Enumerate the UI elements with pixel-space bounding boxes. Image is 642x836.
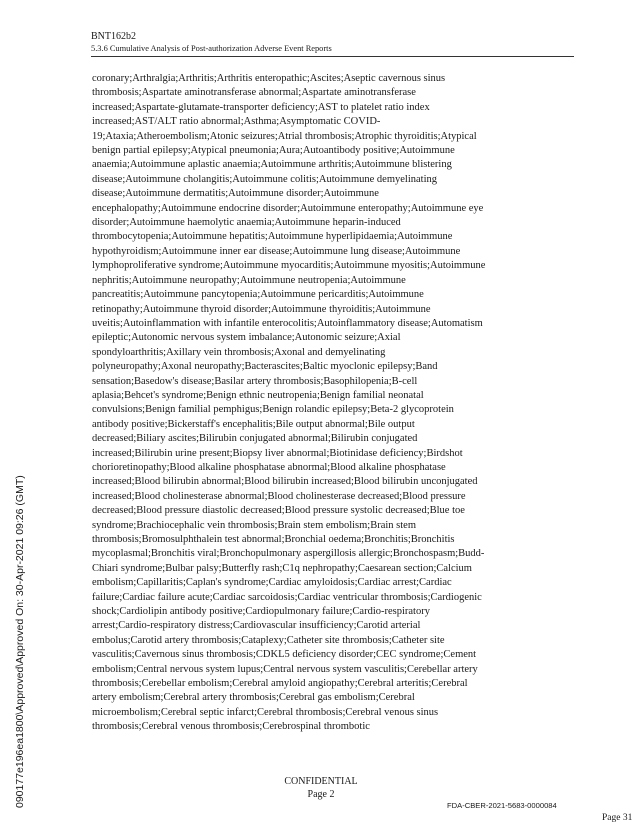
page-label: Page 2	[307, 789, 335, 800]
body-line: thrombosis;Bromosulphthalein test abnormal;Bronchial oedema;Bronchitis;Bronchitis	[92, 534, 455, 545]
body-line: hypothyroidism;Autoimmune inner ear disease;Autoimmune lung disease;Autoimmune	[92, 245, 461, 257]
body-line: Chiari syndrome;Bulbar palsy;Butterfly rash;C1q nephropathy;Caesarean section;Calcium	[92, 562, 472, 574]
body-line: aplasia;Behcet's syndrome;Benign ethnic neutropenia;Benign familial neonatal	[92, 389, 424, 401]
adverse-event-term-list	[92, 72, 575, 735]
body-line: epileptic;Autonomic nervous system imbalance;Autonomic seizure;Axial	[92, 332, 401, 344]
body-line: vasculitis;Cavernous sinus thrombosis;CDKL5 deficiency disorder;CEC syndrome;Cement	[92, 649, 477, 661]
body-line: thrombosis;Aspartate aminotransferase abnormal;Aspartate aminotransferase	[92, 87, 416, 99]
body-line: thrombosis;Cerebral venous thrombosis;Cerebrospinal thrombotic	[92, 721, 370, 733]
body-line: mycoplasmal;Bronchitis viral;Bronchopulmonary aspergillosis allergic;Bronchospasm;Budd-	[92, 548, 485, 560]
body-line: thrombocytopenia;Autoimmune hepatitis;Autoimmune hyperlipidaemia;Autoimmune	[92, 231, 453, 243]
body-line: embolism;Central nervous system lupus;Central nervous system vasculitis;Cerebellar artery	[92, 663, 478, 675]
body-line: shock;Cardiolipin antibody positive;Cardiopulmonary failure;Cardio-respiratory	[92, 606, 430, 618]
body-line: disease;Autoimmune cholangitis;Autoimmune colitis;Autoimmune demyelinating	[92, 173, 437, 185]
body-line: nephritis;Autoimmune neuropathy;Autoimmune neutropenia;Autoimmune	[92, 274, 406, 286]
body-line: polyneuropathy;Axonal neuropathy;Bacterascites;Baltic myoclonic epilepsy;Band	[92, 361, 438, 373]
body-line: coronary;Arthralgia;Arthritis;Arthritis enteropathic;Ascites;Aseptic cavernous sinus	[92, 73, 446, 84]
body-line: benign partial epilepsy;Atypical pneumonia;Aura;Autoantibody positive;Autoimmune	[92, 145, 455, 157]
body-line: failure;Cardiac failure acute;Cardiac sarcoidosis;Cardiac ventricular thrombosis;Cardiogenic	[92, 591, 482, 603]
document-number: FDA-CBER-2021-5683-0000084	[447, 801, 557, 810]
body-line: increased;AST/ALT ratio abnormal;Asthma;Asymptomatic COVID-	[92, 116, 381, 128]
body-line: lymphoproliferative syndrome;Autoimmune myocarditis;Autoimmune myositis;Autoimmune	[92, 260, 486, 272]
body-line: 19;Ataxia;Atheroembolism;Atonic seizures;Atrial thrombosis;Atrophic thyroiditis;Atypical	[92, 130, 477, 142]
body-line: increased;Blood cholinesterase abnormal;Blood cholinesterase decreased;Blood pressure	[92, 490, 466, 502]
body-line: spondyloarthritis;Axillary vein thrombosis;Axonal and demyelinating	[92, 346, 386, 358]
body-line: decreased;Biliary ascites;Bilirubin conjugated abnormal;Bilirubin conjugated	[92, 433, 418, 445]
page-number: Page 31	[602, 813, 633, 823]
body-line: increased;Aspartate-glutamate-transporter deficiency;AST to platelet ratio index	[92, 101, 430, 113]
body-line: artery embolism;Cerebral artery thrombosis;Cerebral gas embolism;Cerebral	[92, 692, 415, 704]
body-line: disease;Autoimmune dermatitis;Autoimmune disorder;Autoimmune	[92, 188, 379, 200]
body-line: thrombosis;Cerebellar embolism;Cerebral amyloid angiopathy;Cerebral arteritis;Cerebral	[92, 678, 468, 690]
body-line: anaemia;Autoimmune aplastic anaemia;Autoimmune arthritis;Autoimmune blistering	[92, 159, 452, 171]
body-line: embolism;Capillaritis;Caplan's syndrome;Cardiac amyloidosis;Cardiac arrest;Cardiac	[92, 577, 452, 589]
body-line: retinopathy;Autoimmune thyroid disorder;Autoimmune thyroiditis;Autoimmune	[92, 303, 431, 315]
body-line: sensation;Basedow's disease;Basilar artery thrombosis;Basophilopenia;B-cell	[92, 375, 418, 387]
body-line: chorioretinopathy;Blood alkaline phosphatase abnormal;Blood alkaline phosphatase	[92, 461, 446, 473]
section-title: 5.3.6 Cumulative Analysis of Post-authorization Adverse Event Reports	[91, 44, 332, 53]
body-line: increased;Blood bilirubin abnormal;Blood bilirubin increased;Blood bilirubin unconjugated	[92, 476, 478, 488]
approval-stamp: 090177e196ea1800\Approved\Approved On: 30-Apr-2021 09:26 (GMT)	[14, 475, 26, 808]
body-line: microembolism;Cerebral septic infarct;Cerebral thrombosis;Cerebral venous sinus	[92, 706, 439, 718]
header-divider	[91, 56, 574, 57]
body-line: syndrome;Brachiocephalic vein thrombosis;Brain stem embolism;Brain stem	[92, 519, 416, 531]
body-line: disorder;Autoimmune haemolytic anaemia;Autoimmune heparin-induced	[92, 217, 401, 229]
confidential-label: CONFIDENTIAL	[284, 776, 358, 787]
body-line: pancreatitis;Autoimmune pancytopenia;Autoimmune pericarditis;Autoimmune	[92, 289, 424, 301]
body-line: encephalopathy;Autoimmune endocrine disorder;Autoimmune enteropathy;Autoimmune eye	[92, 202, 484, 214]
body-line: uveitis;Autoinflammation with infantile enterocolitis;Autoinflammatory disease;Automatism	[92, 317, 483, 329]
body-line: convulsions;Benign familial pemphigus;Benign rolandic epilepsy;Beta-2 glycoprotein	[92, 404, 454, 416]
body-line: increased;Bilirubin urine present;Biopsy liver abnormal;Biotinidase deficiency;Birdshot	[92, 447, 463, 459]
document-id: BNT162b2	[91, 31, 136, 42]
body-line: antibody positive;Bickerstaff's encephalitis;Bile output abnormal;Bile output	[92, 418, 415, 430]
body-line: arrest;Cardio-respiratory distress;Cardiovascular insufficiency;Carotid arterial	[92, 620, 421, 632]
body-line: embolus;Carotid artery thrombosis;Cataplexy;Catheter site thrombosis;Catheter site	[92, 634, 445, 646]
body-line: decreased;Blood pressure diastolic decreased;Blood pressure systolic decreased;Blue toe	[92, 505, 465, 517]
